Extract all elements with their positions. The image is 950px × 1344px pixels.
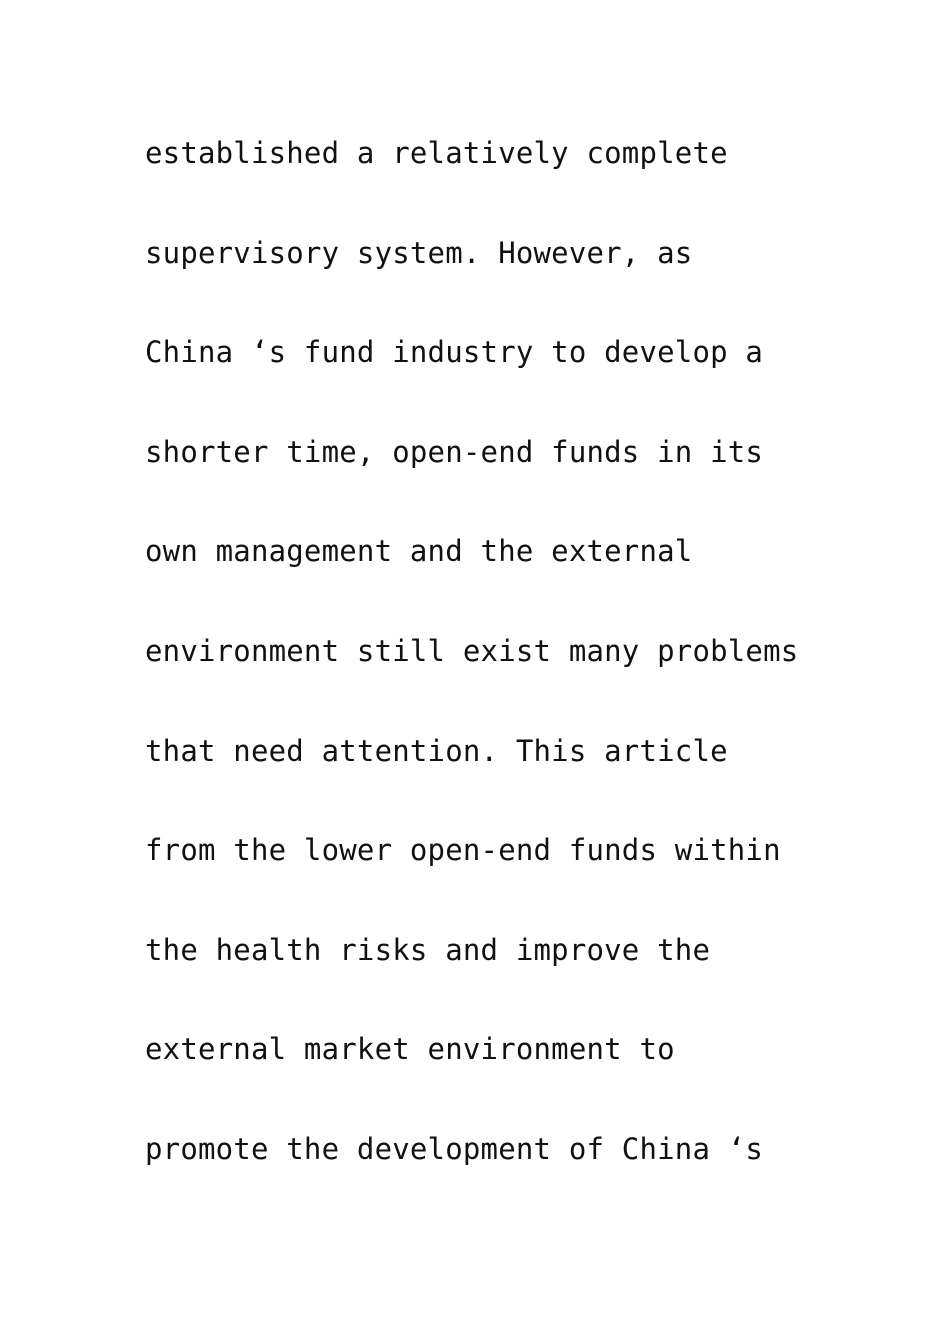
text-line: own management and the external <box>145 534 693 569</box>
text-line: China ‘s fund industry to develop a <box>145 335 764 370</box>
text-line: environment still exist many problems <box>145 633 799 668</box>
text-line: that need attention. This article <box>145 733 728 768</box>
text-line: promote the development of China ‘s <box>145 1131 764 1166</box>
text-line: the health risks and improve the <box>145 932 711 967</box>
text-line: from the lower open-end funds within <box>145 833 781 868</box>
body-text <box>145 128 865 1224</box>
text-line: supervisory system. However, as <box>145 235 693 270</box>
text-line: external market environment to <box>145 1032 675 1067</box>
text-line: established a relatively complete <box>145 136 728 170</box>
text-line: shorter time, open-end funds in its <box>145 434 764 469</box>
